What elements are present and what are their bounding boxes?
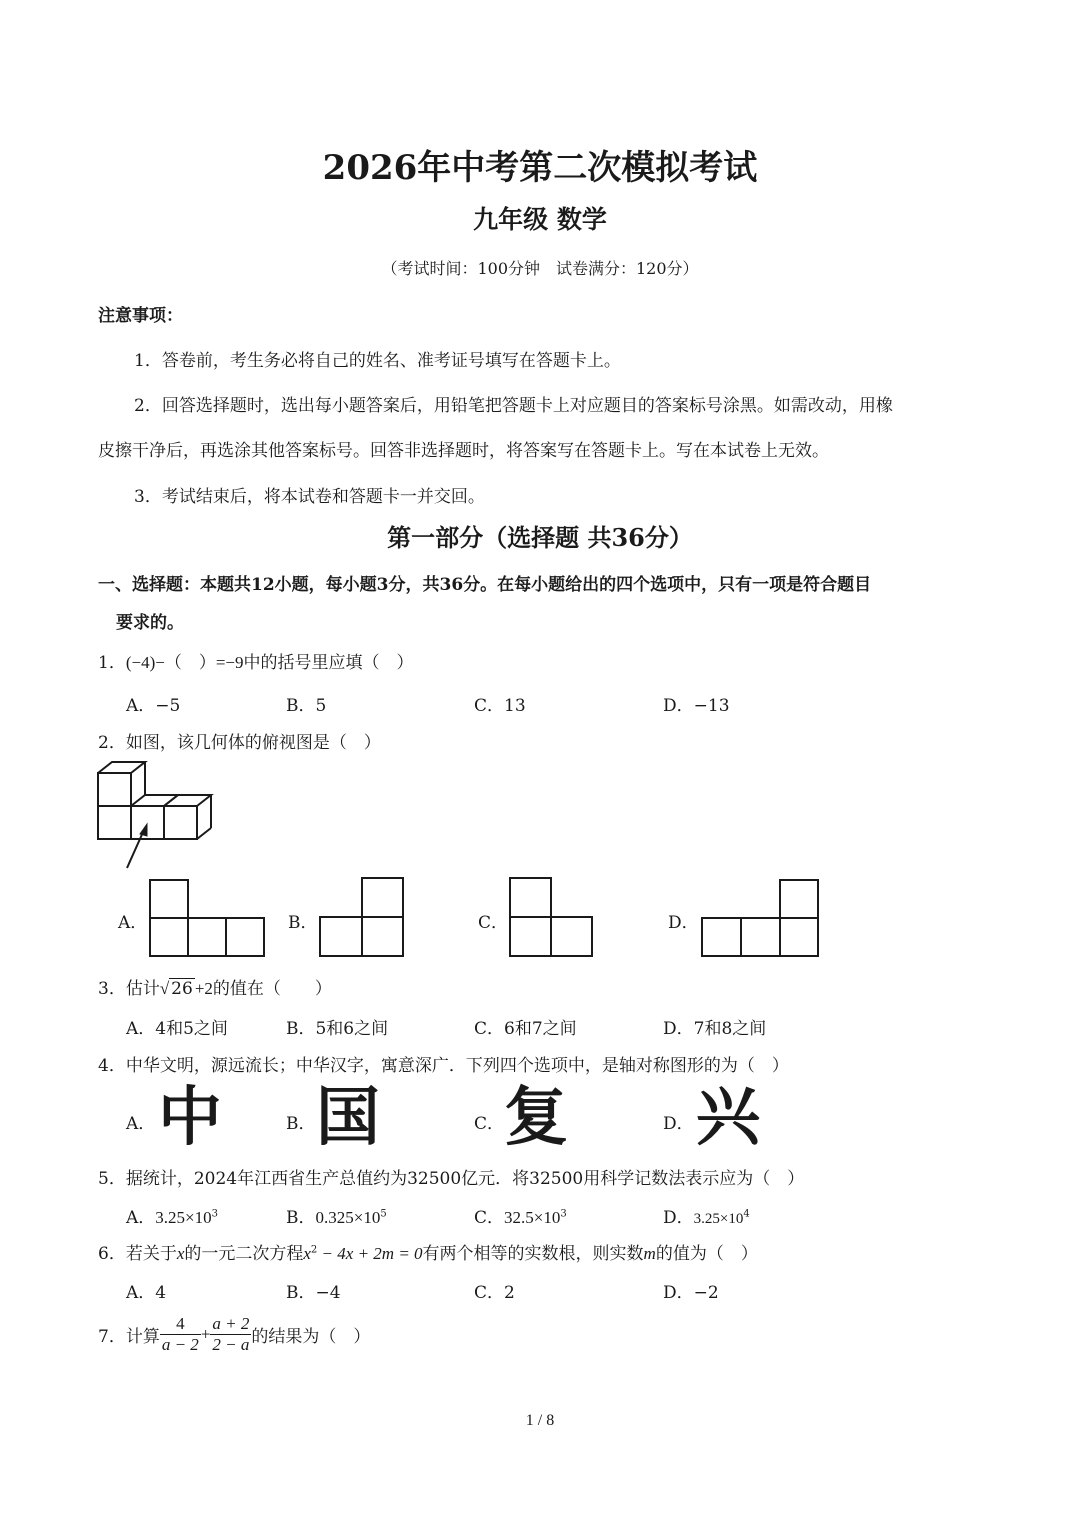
q2-solid-figure: [92, 758, 237, 870]
q6-suffix: 的值为（ ）: [655, 1244, 758, 1264]
q5-option-b-base: 0.325×10: [315, 1208, 381, 1227]
q1-number: 1．: [98, 653, 126, 673]
q7-prefix: 7．计算: [98, 1327, 160, 1347]
q1-option-b: B．5: [286, 696, 327, 716]
q5-option-d-exp: 4: [743, 1208, 750, 1220]
q3-option-a: A．4和5之间: [126, 1019, 228, 1039]
notice-item-2-line-1: 2．回答选择题时，选出每小题答案后，用铅笔把答题卡上对应题目的答案标号涂黑。如需改动，用橡: [134, 396, 893, 416]
q4-option-b-label: B．: [286, 1114, 316, 1134]
q2-option-c-label: C．: [478, 913, 509, 933]
q1-option-c: C．13: [474, 696, 526, 716]
q7-fraction-1-numerator: 4: [160, 1314, 201, 1335]
q6-option-b: B．−4: [286, 1283, 341, 1303]
q3-option-c: C．6和7之间: [474, 1019, 577, 1039]
q1-expression: (−4)−（ ）=−9: [125, 653, 244, 672]
q6-eq-a: x: [303, 1244, 311, 1263]
q5-option-c: [474, 1203, 567, 1228]
q3-option-d: D．7和8之间: [663, 1019, 767, 1039]
q5-option-a-exp: 3: [211, 1208, 218, 1220]
q7-fraction-1-denominator: a − 2: [161, 1335, 199, 1354]
q6-option-c: C．2: [474, 1283, 515, 1303]
q4-option-d-label: D．: [663, 1114, 694, 1134]
q2-option-a-label: A．: [118, 913, 148, 933]
q5-option-d: [663, 1203, 750, 1228]
q6-eq-exp: 2: [310, 1244, 318, 1256]
q7-plus: +: [200, 1324, 211, 1344]
q5-option-d-base: 3.25×10: [693, 1211, 744, 1227]
exam-title: 2026年中考第二次模拟考试: [322, 148, 758, 188]
q2-option-a-figure: [148, 878, 268, 958]
q3-option-b: B．5和6之间: [286, 1019, 389, 1039]
q5-option-c-exp: 3: [560, 1208, 567, 1220]
question-2: 2．如图，该几何体的俯视图是（ ）: [98, 733, 381, 753]
section-instruction-line-2: 要求的。: [116, 613, 184, 633]
q6-eq-b: − 4x + 2m = 0: [317, 1244, 423, 1263]
q5-option-b-label: B．: [286, 1208, 316, 1228]
exam-info: （考试时间：100分钟 试卷满分：120分）: [381, 259, 699, 278]
q5-option-a-label: A．: [126, 1208, 156, 1228]
question-3: 3．估计√ 26 +2的值在（ ）: [98, 979, 332, 999]
q5-option-b: [286, 1203, 387, 1228]
q7-fraction-2: [210, 1314, 251, 1355]
question-6: [98, 1239, 758, 1264]
q6-option-a: A．4: [126, 1283, 167, 1303]
q6-mid: 的一元二次方程: [184, 1244, 304, 1264]
notice-item-3: 3．考试结束后，将本试卷和答题卡一并交回。: [134, 487, 485, 507]
page-number: 1 / 8: [525, 1412, 555, 1429]
q2-option-b-label: B．: [288, 913, 318, 933]
q3-suffix: 的值在（ ）: [212, 979, 332, 999]
q6-mid2: 有两个相等的实数根，则实数: [422, 1244, 644, 1264]
q7-fraction-2-denominator: 2 − a: [212, 1335, 250, 1354]
q7-fraction-1: [160, 1314, 201, 1355]
q6-option-d: D．−2: [663, 1283, 719, 1303]
question-5: 5．据统计，2024年江西省生产总值约为32500亿元．将32500用科学记数法表示应为（ ）: [98, 1169, 805, 1189]
q4-option-a-label: A．: [126, 1114, 156, 1134]
question-7: [98, 1314, 370, 1355]
q4-option-c-label: C．: [474, 1114, 505, 1134]
q1-tail: 中的括号里应填（ ）: [243, 653, 414, 673]
q6-prefix: 6．若关于: [98, 1244, 177, 1264]
q5-option-a-base: 3.25×10: [155, 1208, 212, 1227]
q2-option-c-figure: [508, 876, 596, 958]
q7-fraction-2-numerator: a + 2: [212, 1314, 250, 1333]
q4-option-a-char: 中: [158, 1081, 222, 1155]
q6-var-m: m: [643, 1244, 656, 1263]
notice-heading: 注意事项：: [98, 306, 183, 326]
q2-option-d-label: D．: [668, 913, 699, 933]
notice-item-1: 1．答卷前，考生务必将自己的姓名、准考证号填写在答题卡上。: [134, 351, 621, 371]
q3-prefix: 3．估计: [98, 979, 160, 999]
exam-subtitle: 九年级 数学: [473, 205, 607, 234]
q4-option-d-char: 兴: [696, 1081, 760, 1155]
q4-option-c-char: 复: [504, 1081, 568, 1155]
notice-item-2-line-2: 皮擦干净后，再选涂其他答案标号。回答非选择题时，将答案写在答题卡上。写在本试卷上无效。: [98, 441, 829, 461]
section-instruction-line-1: 一、选择题：本题共12小题，每小题3分，共36分。在每小题给出的四个选项中，只有一项是符合题目: [98, 575, 872, 595]
q5-option-c-base: 32.5×10: [504, 1208, 561, 1227]
q5-option-b-exp: 5: [380, 1208, 387, 1220]
q1-option-d: D．−13: [663, 696, 730, 716]
q5-option-a: [126, 1203, 218, 1228]
q2-option-d-figure: [700, 878, 822, 958]
q7-suffix: 的结果为（ ）: [251, 1327, 371, 1347]
q6-var-x: x: [176, 1244, 185, 1263]
question-1: [98, 648, 414, 673]
q1-option-a: A．−5: [126, 696, 181, 716]
question-4: 4．中华文明，源远流长；中华汉字，寓意深广．下列四个选项中，是轴对称图形的为（ ）: [98, 1056, 789, 1076]
q3-plus: +2: [194, 979, 213, 998]
q5-option-c-label: C．: [474, 1208, 505, 1228]
part-1-title: 第一部分（选择题 共36分）: [387, 523, 693, 552]
q2-option-b-figure: [318, 876, 406, 958]
q3-radicand: 26: [171, 979, 193, 999]
q5-option-d-label: D．: [663, 1208, 694, 1228]
q4-option-b-char: 国: [316, 1081, 380, 1155]
